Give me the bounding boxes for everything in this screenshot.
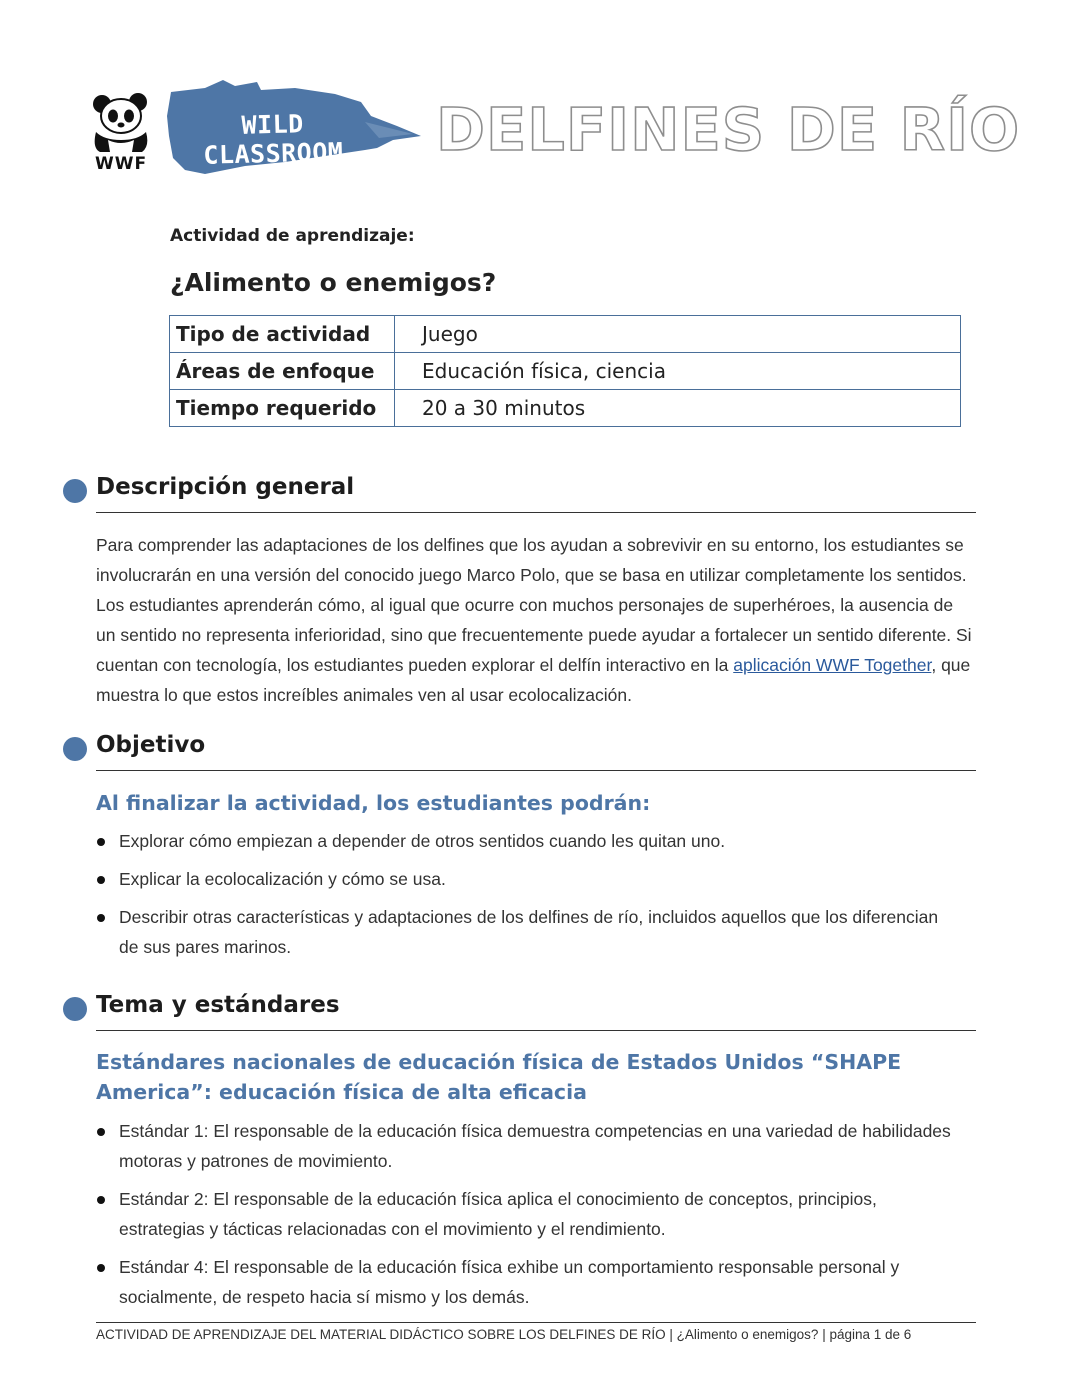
bullet-dot-icon — [63, 737, 87, 761]
section-divider — [96, 770, 976, 771]
objective-subheading: Al finalizar la actividad, los estudiantes podrán: — [96, 791, 651, 815]
brand-label: WILD CLASSROOM — [203, 109, 344, 170]
list-item: Estándar 1: El responsable de la educación física demuestra competencias en una variedad de habilidades motoras y patrones de movimiento. — [96, 1116, 956, 1176]
table-row — [170, 390, 961, 427]
activity-title: ¿Alimento o enemigos? — [170, 268, 497, 297]
page-footer: ACTIVIDAD DE APRENDIZAJE DEL MATERIAL DIDÁCTICO SOBRE LOS DELFINES DE RÍO | ¿Alimento o enemigos? | página 1 de 6 — [96, 1327, 912, 1342]
list-item: Explicar la ecolocalización y cómo se usa. — [96, 864, 956, 894]
overview-text: Para comprender las adaptaciones de los delfines que los ayudan a sobrevivir en su entorno, los estudiantes se involucrarán en una versión del conocido juego Marco Polo, que se basa en utilizar completamente los sentidos. Los estudiantes aprenderán cómo, al igual que ocurre con muchos personajes de superhéroes, la ausencia de un sentido no representa inferioridad, sino que frecuentemente puede ayudar a fortalecer un sentido diferente. Si cuentan con tecnología, los estudiantes pueden explorar el delfín interactivo en la — [96, 535, 972, 675]
section-heading: Tema y estándares — [96, 992, 340, 1018]
activity-label: Actividad de aprendizaje: — [170, 226, 415, 246]
page-title: DELFINES DE RÍO — [436, 95, 1021, 164]
list-item: Explorar cómo empiezan a depender de otros sentidos cuando les quitan uno. — [96, 826, 956, 856]
list-item: Estándar 4: El responsable de la educación física exhibe un comportamiento responsable personal y socialmente, de respeto hacia sí mismo y los demás. — [96, 1252, 956, 1312]
wwf-logo-text: WWF — [94, 154, 148, 174]
table-value: 20 a 30 minutos — [395, 390, 961, 427]
table-key: Tipo de actividad — [170, 316, 395, 353]
table-key: Tiempo requerido — [170, 390, 395, 427]
objective-list — [96, 826, 956, 970]
wwf-logo — [88, 92, 154, 184]
section-divider — [96, 1030, 976, 1031]
list-item: Describir otras características y adaptaciones de los delfines de río, incluidos aquellos que los diferencian de sus pares marinos. — [96, 902, 956, 962]
overview-text-end: , que muestra lo que estos increíbles animales ven al usar ecolocalización. — [96, 655, 971, 705]
list-item: Estándar 2: El responsable de la educación física aplica el conocimiento de conceptos, principios, estrategias y tácticas relacionadas con el movimiento y el rendimiento. — [96, 1184, 956, 1244]
standards-list — [96, 1116, 956, 1320]
activity-info-table — [169, 315, 961, 427]
section-standards-header — [63, 992, 976, 1032]
table-value: Educación física, ciencia — [395, 353, 961, 390]
section-overview-header — [63, 474, 976, 514]
panda-icon — [88, 92, 154, 154]
section-divider — [96, 512, 976, 513]
bullet-dot-icon — [63, 997, 87, 1021]
wild-classroom-badge — [165, 76, 427, 180]
table-row — [170, 353, 961, 390]
standards-subheading: Estándares nacionales de educación física de Estados Unidos “SHAPE America”: educación física de alta eficacia — [96, 1050, 902, 1104]
section-objective-header — [63, 732, 976, 772]
bullet-dot-icon — [63, 479, 87, 503]
footer-divider — [96, 1322, 976, 1323]
section-heading: Descripción general — [96, 474, 355, 500]
table-value: Juego — [395, 316, 961, 353]
table-row — [170, 316, 961, 353]
section-heading: Objetivo — [96, 732, 206, 758]
table-key: Áreas de enfoque — [170, 353, 395, 390]
overview-paragraph — [96, 530, 976, 710]
wwf-together-link[interactable]: aplicación WWF Together — [733, 655, 932, 675]
